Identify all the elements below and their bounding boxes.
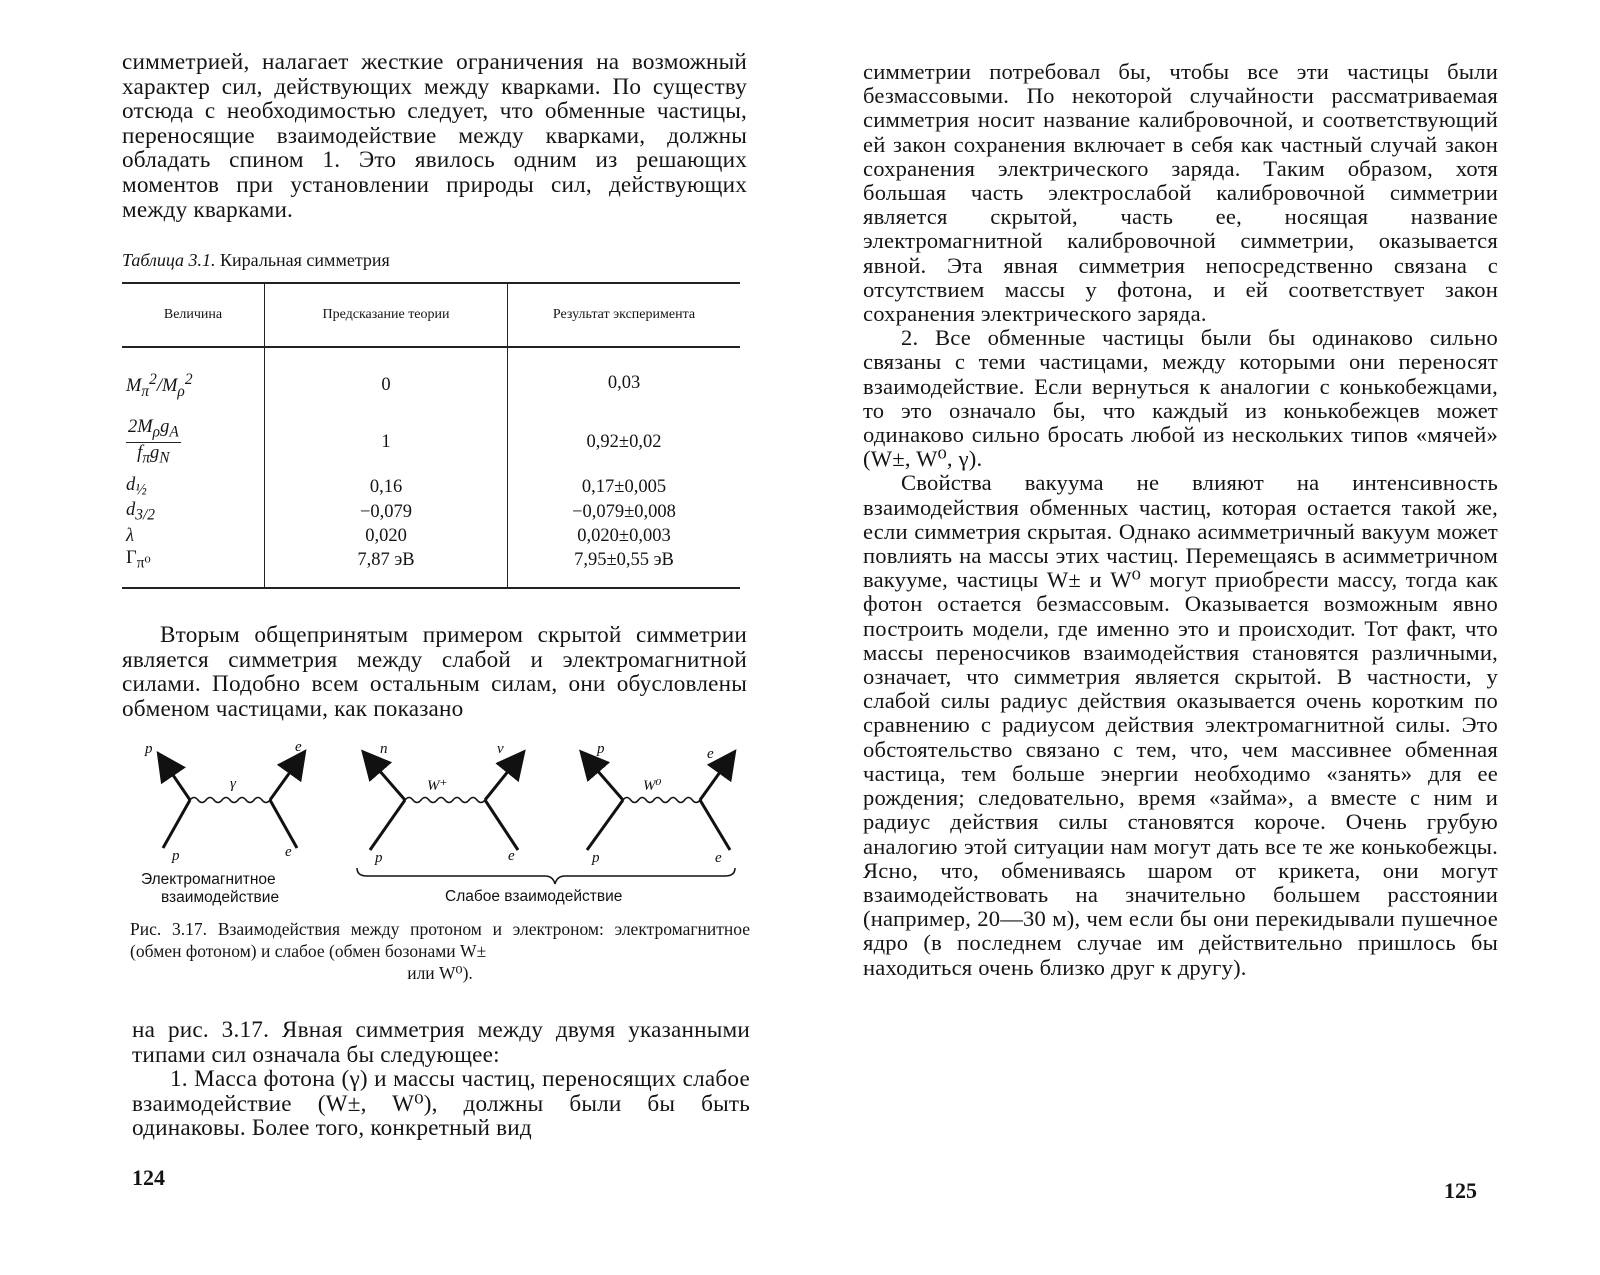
d3-line-bottom-right [700, 800, 730, 850]
d2-line-bottom-left [370, 800, 405, 850]
d3-line-top-left [583, 754, 623, 800]
prediction-cell: 0,16 [265, 475, 508, 500]
right-paragraph-2: 2. Все обменные частицы были бы одинаково сильно связаны с теми частицами, между которыми они переносят взаимодействие. Если вернуться к аналогии с конькобежцами, то это означало бы, что каждый из конькобежцев может одинаково сильно бросать любой из нескольких типов «мячей» (W±, W⁰, γ). [863, 325, 1498, 472]
middle-paragraph [122, 623, 747, 721]
d3-label-bottom-left: p [592, 850, 600, 866]
d1-label-bottom-left: p [172, 848, 180, 864]
prediction-cell: 0,020 [265, 524, 508, 548]
d2-label-exchange: W⁺ [427, 778, 448, 794]
d2-label-bottom-left: p [375, 850, 383, 866]
quantity-symbol: $d_{3/2}$ [126, 499, 155, 524]
bottom-paragraphs [132, 1018, 750, 1141]
right-text [863, 60, 1498, 980]
figure-caption-main: Рис. 3.17. Взаимодействия между протоном и электроном: электромагнитное (обмен фотоном) и слабое (обмен бозонами W± [130, 919, 750, 961]
d1-photon-line [190, 798, 270, 803]
experiment-cell: 0,17±0,005 [508, 475, 741, 500]
quantity-symbol: λ [126, 525, 135, 546]
left-page [0, 0, 780, 1275]
d1-line-bottom-right [270, 800, 297, 848]
experiment-cell: 0,03 [508, 347, 741, 409]
fraction-denominator: $f_\pi g_N$ [137, 442, 170, 467]
table-header-row [122, 283, 740, 347]
d3-line-bottom-left [587, 800, 623, 850]
prediction-cell: 1 [265, 409, 508, 475]
table-caption-title: Киральная симметрия [220, 250, 390, 270]
d1-line-top-left [160, 756, 190, 800]
d1-line-top-right [270, 754, 303, 800]
table-row [122, 548, 740, 588]
quantity-symbol [122, 409, 265, 475]
d1-line-bottom-left [163, 800, 190, 848]
right-page [800, 0, 1600, 1275]
figure-caption [130, 918, 750, 984]
table-caption-prefix: Таблица 3.1. [122, 250, 216, 270]
d1-label-top-left: p [145, 741, 153, 757]
label-em-line1: Электромагнитное [141, 871, 276, 888]
chiral-symmetry-table [122, 282, 740, 589]
d1-label-top-right: e [295, 739, 302, 755]
d3-label-top-right: e [707, 746, 714, 762]
d2-line-bottom-right [485, 800, 518, 850]
prediction-cell: −0,079 [265, 500, 508, 525]
d1-label-bottom-right: e [285, 844, 292, 860]
page-number-right: 125 [1444, 1178, 1477, 1203]
fraction [126, 417, 181, 467]
d3-label-bottom-right: e [715, 850, 722, 866]
d1-label-exchange: γ [230, 776, 236, 792]
d2-line-top-right [485, 754, 522, 800]
table-row [122, 475, 740, 500]
label-weak: Слабое взаимодействие [445, 888, 623, 905]
top-paragraph-text: симметрией, налагает жесткие ограничения на возможный характер сил, действующих между кварками. По существу отсюда с необходимостью следует, что обменные частицы, переносящие взаимодействие между кварками, должны обладать спином 1. Это явилось одним из решающих моментов при установлении природы сил, действующих между кварками. [122, 49, 747, 223]
prediction-cell: 7,87 эВ [265, 548, 508, 588]
feynman-diagrams [125, 738, 750, 908]
experiment-cell: −0,079±0,008 [508, 500, 741, 525]
fraction-numerator: $2M_\rho g_A$ [128, 416, 179, 441]
d3-line-top-right [700, 754, 733, 800]
table-row [122, 347, 740, 409]
middle-paragraph-text: Вторым общепринятым примером скрытой симметрии является симметрия между слабой и электромагнитной силами. Подобно всем остальным силам, они обусловлены обменом частицами, как показано [122, 622, 747, 722]
d2-label-top-right: ν [497, 741, 504, 757]
d2-w-plus-line [405, 798, 485, 803]
bottom-paragraph-text: на рис. 3.17. Явная симметрия между двумя указанными типами сил означала бы следующее: [132, 1017, 750, 1068]
table-caption [122, 250, 390, 271]
d3-label-top-left: p [597, 741, 605, 757]
quantity-symbol: $\Gamma_{\pi^0}$ [122, 548, 265, 588]
list-item-1: 1. Масса фотона (γ) и массы частиц, переносящих слабое взаимодействие (W±, W⁰), должны были бы быть одинаковы. Более того, конкретный вид [132, 1066, 750, 1142]
prediction-cell: 0 [265, 347, 508, 409]
experiment-cell: 7,95±0,55 эВ [508, 548, 741, 588]
header-experiment: Результат эксперимента [508, 283, 741, 347]
table-row [122, 524, 740, 548]
d2-line-top-left [365, 754, 405, 800]
experiment-cell: 0,92±0,02 [508, 409, 741, 475]
d3-label-exchange: W⁰ [643, 778, 662, 794]
right-paragraph-3: Свойства вакуума не влияют на интенсивность взаимодействия обменных частиц, которая остается такой же, если симметрия скрытая. Однако асимметричный вакуум может повлиять на массы этих частиц. Перемещаясь в асимметричном вакууме, частицы W± и W⁰ могут приобрести массу, тогда как фотон остается безмассовым. Оказывается возможным явно построить модели, где именно это и происходит. Тот факт, что массы переносчиков взаимодействия становятся различными, означает, что симметрия является скрытой. В частности, у слабой силы радиус действия оказывается очень коротким по сравнению с радиусом действия электромагнитной силы. Это обстоятельство связано с тем, что, чем массивнее обменная частица, тем больше энергии необходимо «занять» для ее рождения; следовательно, время «займа», а вместе с ним и радиус действия силы становятся короче. Очень грубую аналогию этой ситуации нам могут дать все те же конькобежцы. Ясно, что, обмениваясь шаром от крикета, они могут взаимодействовать на значительно большем расстоянии (например, 20—30 м), чем если бы они перекидывали пушечное ядро (в последнем случае им действительно пришлось бы находиться очень близко друг к другу). [863, 470, 1498, 980]
table-row [122, 500, 740, 525]
table-row [122, 409, 740, 475]
quantity-symbol: $d_{\frac{1}{2}}$ [126, 475, 147, 499]
weak-brace [357, 868, 735, 884]
figure-caption-last: или W⁰). [407, 963, 473, 983]
header-prediction: Предсказание теории [265, 283, 508, 347]
top-paragraph [122, 50, 747, 222]
right-paragraph-1: симметрии потребовал бы, чтобы все эти частицы были безмассовыми. По некоторой случайности рассматриваемая симметрия носит название калибровочной, и соответствующий ей закон сохранения включает в себя как частный случай закон сохранения электрического заряда. Таким образом, хотя большая часть электрослабой калибровочной симметрии является скрытой, часть ее, носящая название электромагнитной калибровочной симметрии, оказывается явной. Эта явная симметрия непосредственно связана с отсутствием массы у фотона, и ей соответствует закон сохранения электрического заряда. [863, 59, 1498, 327]
page-number-left: 124 [132, 1165, 165, 1190]
experiment-cell: 0,020±0,003 [508, 524, 741, 548]
quantity-symbol: $M_\pi^2/M_\rho^2$ [126, 370, 193, 400]
d3-w-zero-line [623, 798, 700, 803]
d2-label-bottom-right: e [508, 848, 515, 864]
header-quantity: Величина [122, 283, 265, 347]
d2-label-top-left: n [380, 741, 388, 757]
label-em-line2: взаимодействие [161, 889, 280, 906]
